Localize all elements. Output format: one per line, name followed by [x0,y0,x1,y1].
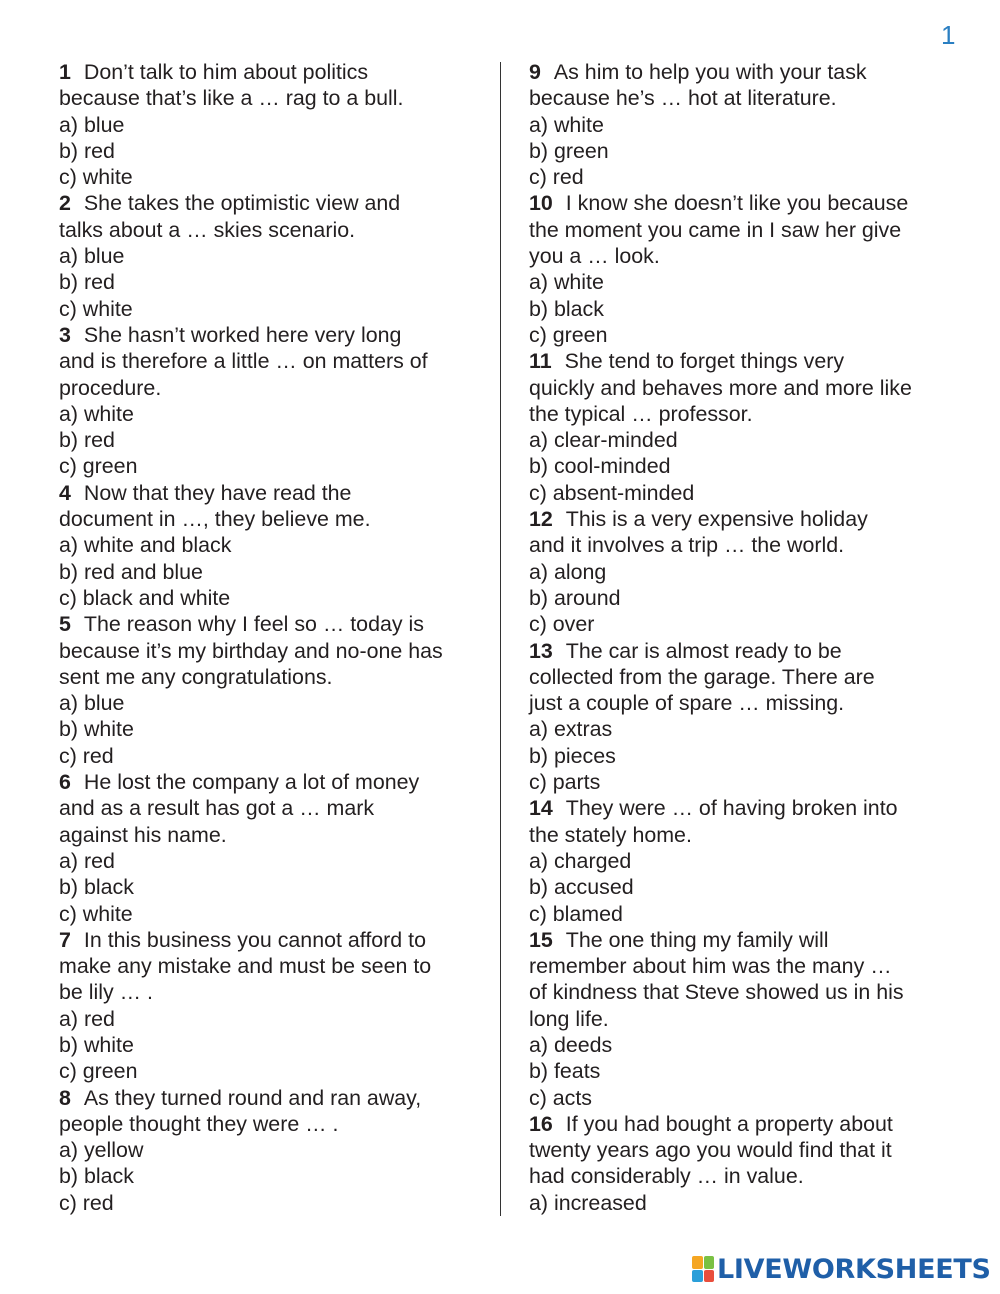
answer-option[interactable]: b) green [529,138,609,163]
answer-option[interactable]: a) increased [529,1190,647,1215]
question-number: 5 [59,612,71,637]
question-text: and as a result has got a … mark [59,796,375,821]
question-text-line [529,532,959,558]
answer-option[interactable]: b) around [529,585,621,610]
answer-option[interactable]: a) white and black [59,533,232,558]
question-number: 6 [59,770,71,795]
question-text: procedure. [59,375,162,400]
answer-option[interactable]: c) blamed [529,901,623,926]
question-text: long life. [529,1006,609,1031]
answer-option[interactable]: c) green [59,1059,138,1084]
question-text-line [529,638,959,664]
question-text-line [59,348,484,374]
question-text-line [529,822,959,848]
question-9 [529,59,959,190]
question-12 [529,506,959,637]
question-text-line [529,506,959,532]
answer-option[interactable]: b) cool-minded [529,454,671,479]
question-number: 11 [529,349,552,374]
answer-option[interactable]: a) along [529,559,607,584]
question-text-line [529,401,959,427]
question-text: the moment you came in I saw her give [529,217,902,242]
question-11 [529,348,959,506]
answer-option[interactable]: c) red [59,743,114,768]
page-number: 1 [941,20,956,50]
question-text: against his name. [59,822,227,847]
answer-option[interactable]: c) green [59,454,138,479]
question-text: As they turned round and ran away, [83,1085,422,1110]
logo-square-3 [692,1270,703,1283]
question-text: She takes the optimistic view and [83,191,401,216]
question-text-line [59,85,484,111]
answer-option[interactable]: a) white [529,112,604,137]
question-text: collected from the garage. There are [529,664,875,689]
column-divider [500,62,501,1216]
question-text: had considerably … in value. [529,1164,804,1189]
question-text: you a … look. [529,244,660,269]
answer-option[interactable]: c) black and white [59,585,231,610]
question-text: sent me any congratulations. [59,664,333,689]
question-text-line [59,190,484,216]
answer-option[interactable]: a) deeds [529,1032,613,1057]
question-text-line [529,1006,959,1032]
question-10 [529,190,959,348]
question-text-line [59,979,484,1005]
answer-option[interactable]: b) black [529,296,604,321]
answer-option[interactable]: c) red [59,1190,114,1215]
question-text: and is therefore a little … on matters of [59,349,428,374]
answer-option[interactable]: c) white [59,165,133,190]
question-text-line [529,927,959,953]
answer-option[interactable]: a) clear-minded [529,428,678,453]
question-15 [529,927,959,1111]
answer-option[interactable]: a) white [59,401,134,426]
answer-option[interactable]: c) acts [529,1085,592,1110]
question-6 [59,769,484,927]
question-text: This is a very expensive holiday [565,507,868,532]
answer-option[interactable]: b) white [59,1032,134,1057]
answer-option[interactable]: c) parts [529,770,601,795]
question-text: twenty years ago you would find that it [529,1138,892,1163]
answer-option[interactable]: b) black [59,875,134,900]
answer-option[interactable]: a) red [59,1006,115,1031]
question-text-line [529,85,959,111]
question-text-line [59,322,484,348]
question-number: 3 [59,322,71,347]
question-text-line [529,1111,959,1137]
right-question-column [529,59,959,1216]
question-text: remember about him was the many … [529,954,892,979]
answer-option[interactable]: a) blue [59,244,125,269]
question-text-line [59,953,484,979]
question-3 [59,322,484,480]
question-text-line [59,1111,484,1137]
question-text: The car is almost ready to be [565,638,842,663]
question-text: be lily … . [59,980,153,1005]
question-text-line [529,217,959,243]
question-text-line [529,979,959,1005]
answer-option[interactable]: c) red [529,165,584,190]
question-number: 12 [529,507,553,532]
answer-option[interactable]: b) red [59,138,115,163]
question-text-line [529,59,959,85]
question-text: Don’t talk to him about politics [83,60,369,84]
answer-option[interactable]: a) yellow [59,1138,144,1163]
question-text: She tend to forget things very [564,349,845,374]
question-text: of kindness that Steve showed us in his [529,980,904,1005]
question-number: 16 [529,1111,553,1136]
question-text-line [59,769,484,795]
question-13 [529,638,959,796]
question-text: In this business you cannot afford to [83,927,426,952]
question-text-line [529,243,959,269]
question-text-line [529,953,959,979]
question-text: people thought they were … . [59,1111,339,1136]
question-text-line [529,690,959,716]
question-text-line [59,664,484,690]
liveworksheets-logo [692,1252,991,1286]
question-text-line [59,795,484,821]
logo-square-4 [704,1270,715,1283]
question-text-line [529,1137,959,1163]
question-text-line [529,795,959,821]
answer-option[interactable]: b) red and blue [59,559,203,584]
question-text: The reason why I feel so … today is [83,612,424,637]
question-text: The one thing my family will [565,927,829,952]
question-text-line [59,480,484,506]
answer-option[interactable]: a) blue [59,691,125,716]
left-question-column [59,59,484,1216]
question-text: just a couple of spare … missing. [529,691,845,716]
question-text-line [59,1085,484,1111]
answer-option[interactable]: b) white [59,717,134,742]
question-number: 9 [529,60,541,84]
question-text: As him to help you with your task [553,60,867,84]
answer-option[interactable]: b) pieces [529,743,616,768]
question-text-line [59,217,484,243]
liveworksheets-logo-text: LIVEWORKSHEETS [717,1253,991,1285]
question-text: because that’s like a … rag to a bull. [59,86,404,111]
question-number: 4 [59,480,71,505]
question-text: I know she doesn’t like you because [565,191,909,216]
question-text-line [59,927,484,953]
question-1 [59,59,484,190]
answer-option[interactable]: a) extras [529,717,613,742]
answer-option[interactable]: b) red [59,428,115,453]
logo-square-1 [692,1256,703,1269]
question-text: talks about a … skies scenario. [59,217,356,242]
question-text: quickly and behaves more and more like [529,375,912,400]
question-text-line [59,375,484,401]
question-text-line [59,822,484,848]
question-text: They were … of having broken into [565,796,898,821]
question-5 [59,611,484,769]
question-number: 8 [59,1085,71,1110]
answer-option[interactable]: c) white [59,296,133,321]
answer-option[interactable]: a) red [59,848,115,873]
question-14 [529,795,959,926]
answer-option[interactable]: b) feats [529,1059,601,1084]
answer-option[interactable]: c) green [529,322,608,347]
question-text: She hasn’t worked here very long [83,322,402,347]
question-text-line [529,348,959,374]
answer-option[interactable]: c) white [59,901,133,926]
question-2 [59,190,484,321]
question-text-line [59,638,484,664]
question-text: and it involves a trip … the world. [529,533,845,558]
question-number: 14 [529,796,553,821]
question-text-line [59,611,484,637]
question-text: because it’s my birthday and no-one has [59,638,443,663]
question-text: the stately home. [529,822,692,847]
question-text-line [529,375,959,401]
question-text-line [59,59,484,85]
answer-option[interactable]: a) blue [59,112,125,137]
question-text-line [529,1163,959,1189]
question-text: document in …, they believe me. [59,507,371,532]
question-text: Now that they have read the [83,480,352,505]
answer-option[interactable]: a) white [529,270,604,295]
question-number: 1 [59,60,71,84]
question-number: 10 [529,191,553,216]
question-number: 13 [529,638,553,663]
question-text: If you had bought a property about [565,1111,893,1136]
question-16 [529,1111,959,1216]
question-text: the typical … professor. [529,401,753,426]
liveworksheets-logo-icon [692,1256,714,1282]
answer-option[interactable]: b) black [59,1164,134,1189]
answer-option[interactable]: c) over [529,612,595,637]
question-text: because he’s … hot at literature. [529,86,837,111]
answer-option[interactable]: b) red [59,270,115,295]
question-text: make any mistake and must be seen to [59,954,432,979]
question-text-line [59,506,484,532]
question-number: 15 [529,927,553,952]
question-number: 2 [59,191,71,216]
logo-square-2 [704,1256,715,1269]
question-text-line [529,664,959,690]
answer-option[interactable]: a) charged [529,848,632,873]
question-4 [59,480,484,611]
question-text: He lost the company a lot of money [83,770,420,795]
question-8 [59,1085,484,1216]
answer-option[interactable]: b) accused [529,875,634,900]
question-7 [59,927,484,1085]
answer-option[interactable]: c) absent-minded [529,480,695,505]
question-text-line [529,190,959,216]
question-number: 7 [59,927,71,952]
